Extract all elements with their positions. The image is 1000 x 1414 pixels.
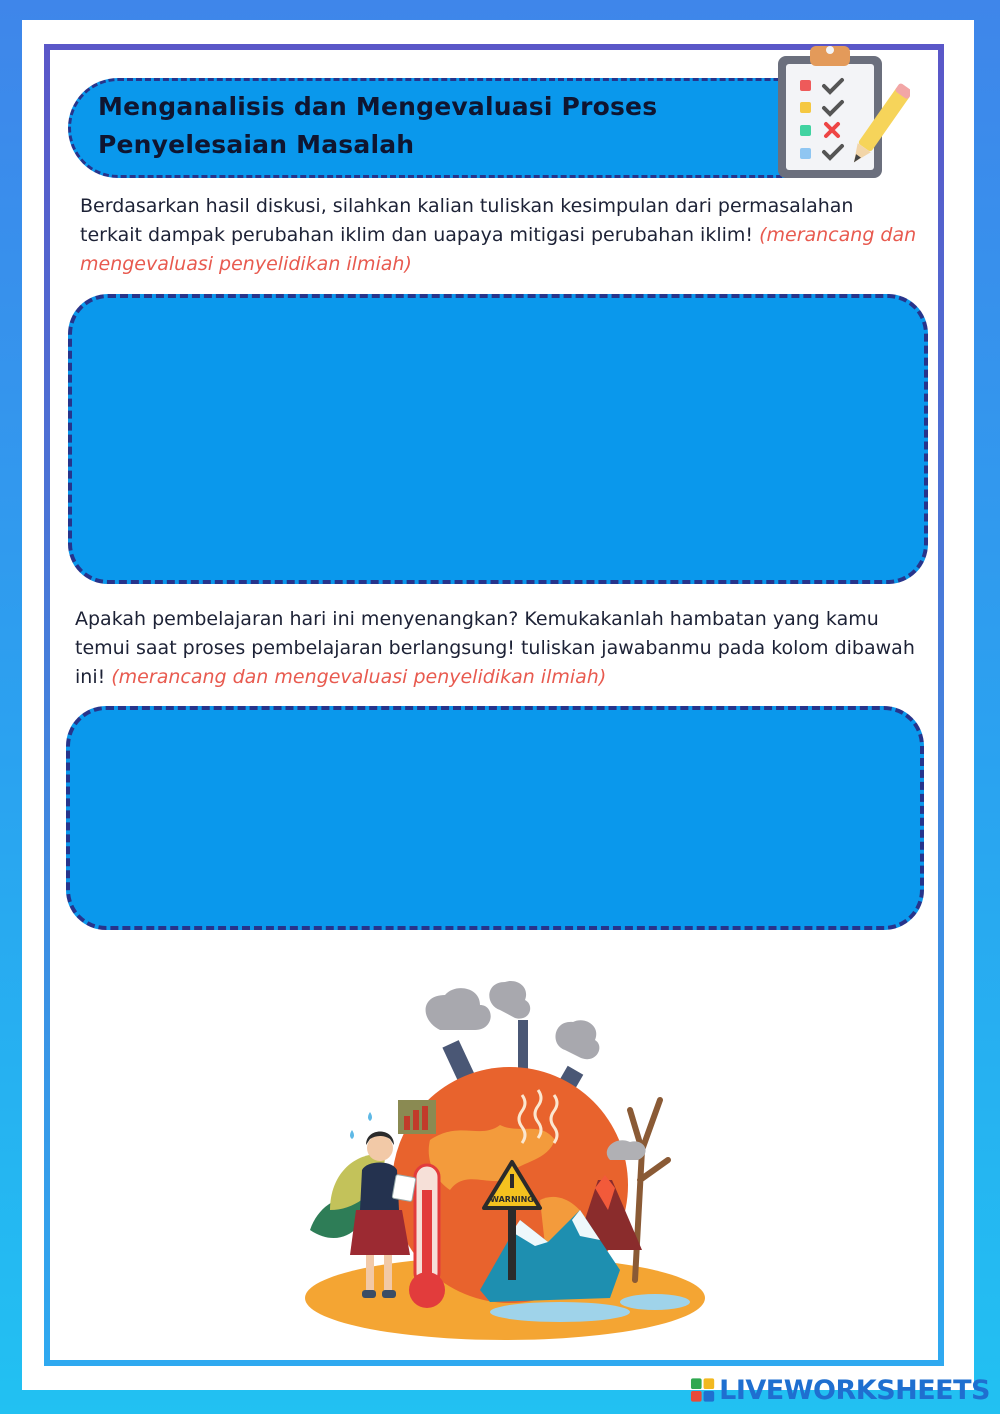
brand-name: LIVEWORKSHEETS bbox=[719, 1374, 990, 1406]
question-2-body: Apakah pembelajaran hari ini menyenangkan? Kemukakanlah hambatan yang kamu temui saat proses pembelajaran berlangsung! tuliskan jawabanmu pada kolom dibawah ini! bbox=[75, 608, 915, 688]
answer-box-2[interactable] bbox=[66, 706, 924, 930]
liveworksheets-logo-icon bbox=[690, 1377, 715, 1403]
title-line-2: Penyelesaian Masalah bbox=[98, 130, 415, 159]
question-1-body: Berdasarkan hasil diskusi, silahkan kalian tuliskan kesimpulan dari permasalahan terkait dampak perubahan iklim dan uapaya mitigasi perubahan iklim! bbox=[80, 195, 854, 246]
question-1-text bbox=[80, 192, 920, 279]
question-2-hint: (merancang dan mengevaluasi penyelidikan ilmiah) bbox=[111, 666, 607, 688]
climate-change-illustration bbox=[290, 980, 720, 1340]
question-1-hint: (merancang dan mengevaluasi penyelidikan ilmiah) bbox=[80, 224, 917, 275]
question-2-text bbox=[75, 605, 915, 692]
clipboard-checklist-icon bbox=[770, 42, 910, 184]
page-title bbox=[98, 88, 798, 164]
answer-box-1[interactable] bbox=[68, 294, 928, 584]
liveworksheets-brand bbox=[690, 1374, 990, 1406]
title-line-1: Menganalisis dan Mengevaluasi Proses bbox=[98, 92, 658, 121]
warning-sign-label: WARNING bbox=[490, 1195, 534, 1204]
